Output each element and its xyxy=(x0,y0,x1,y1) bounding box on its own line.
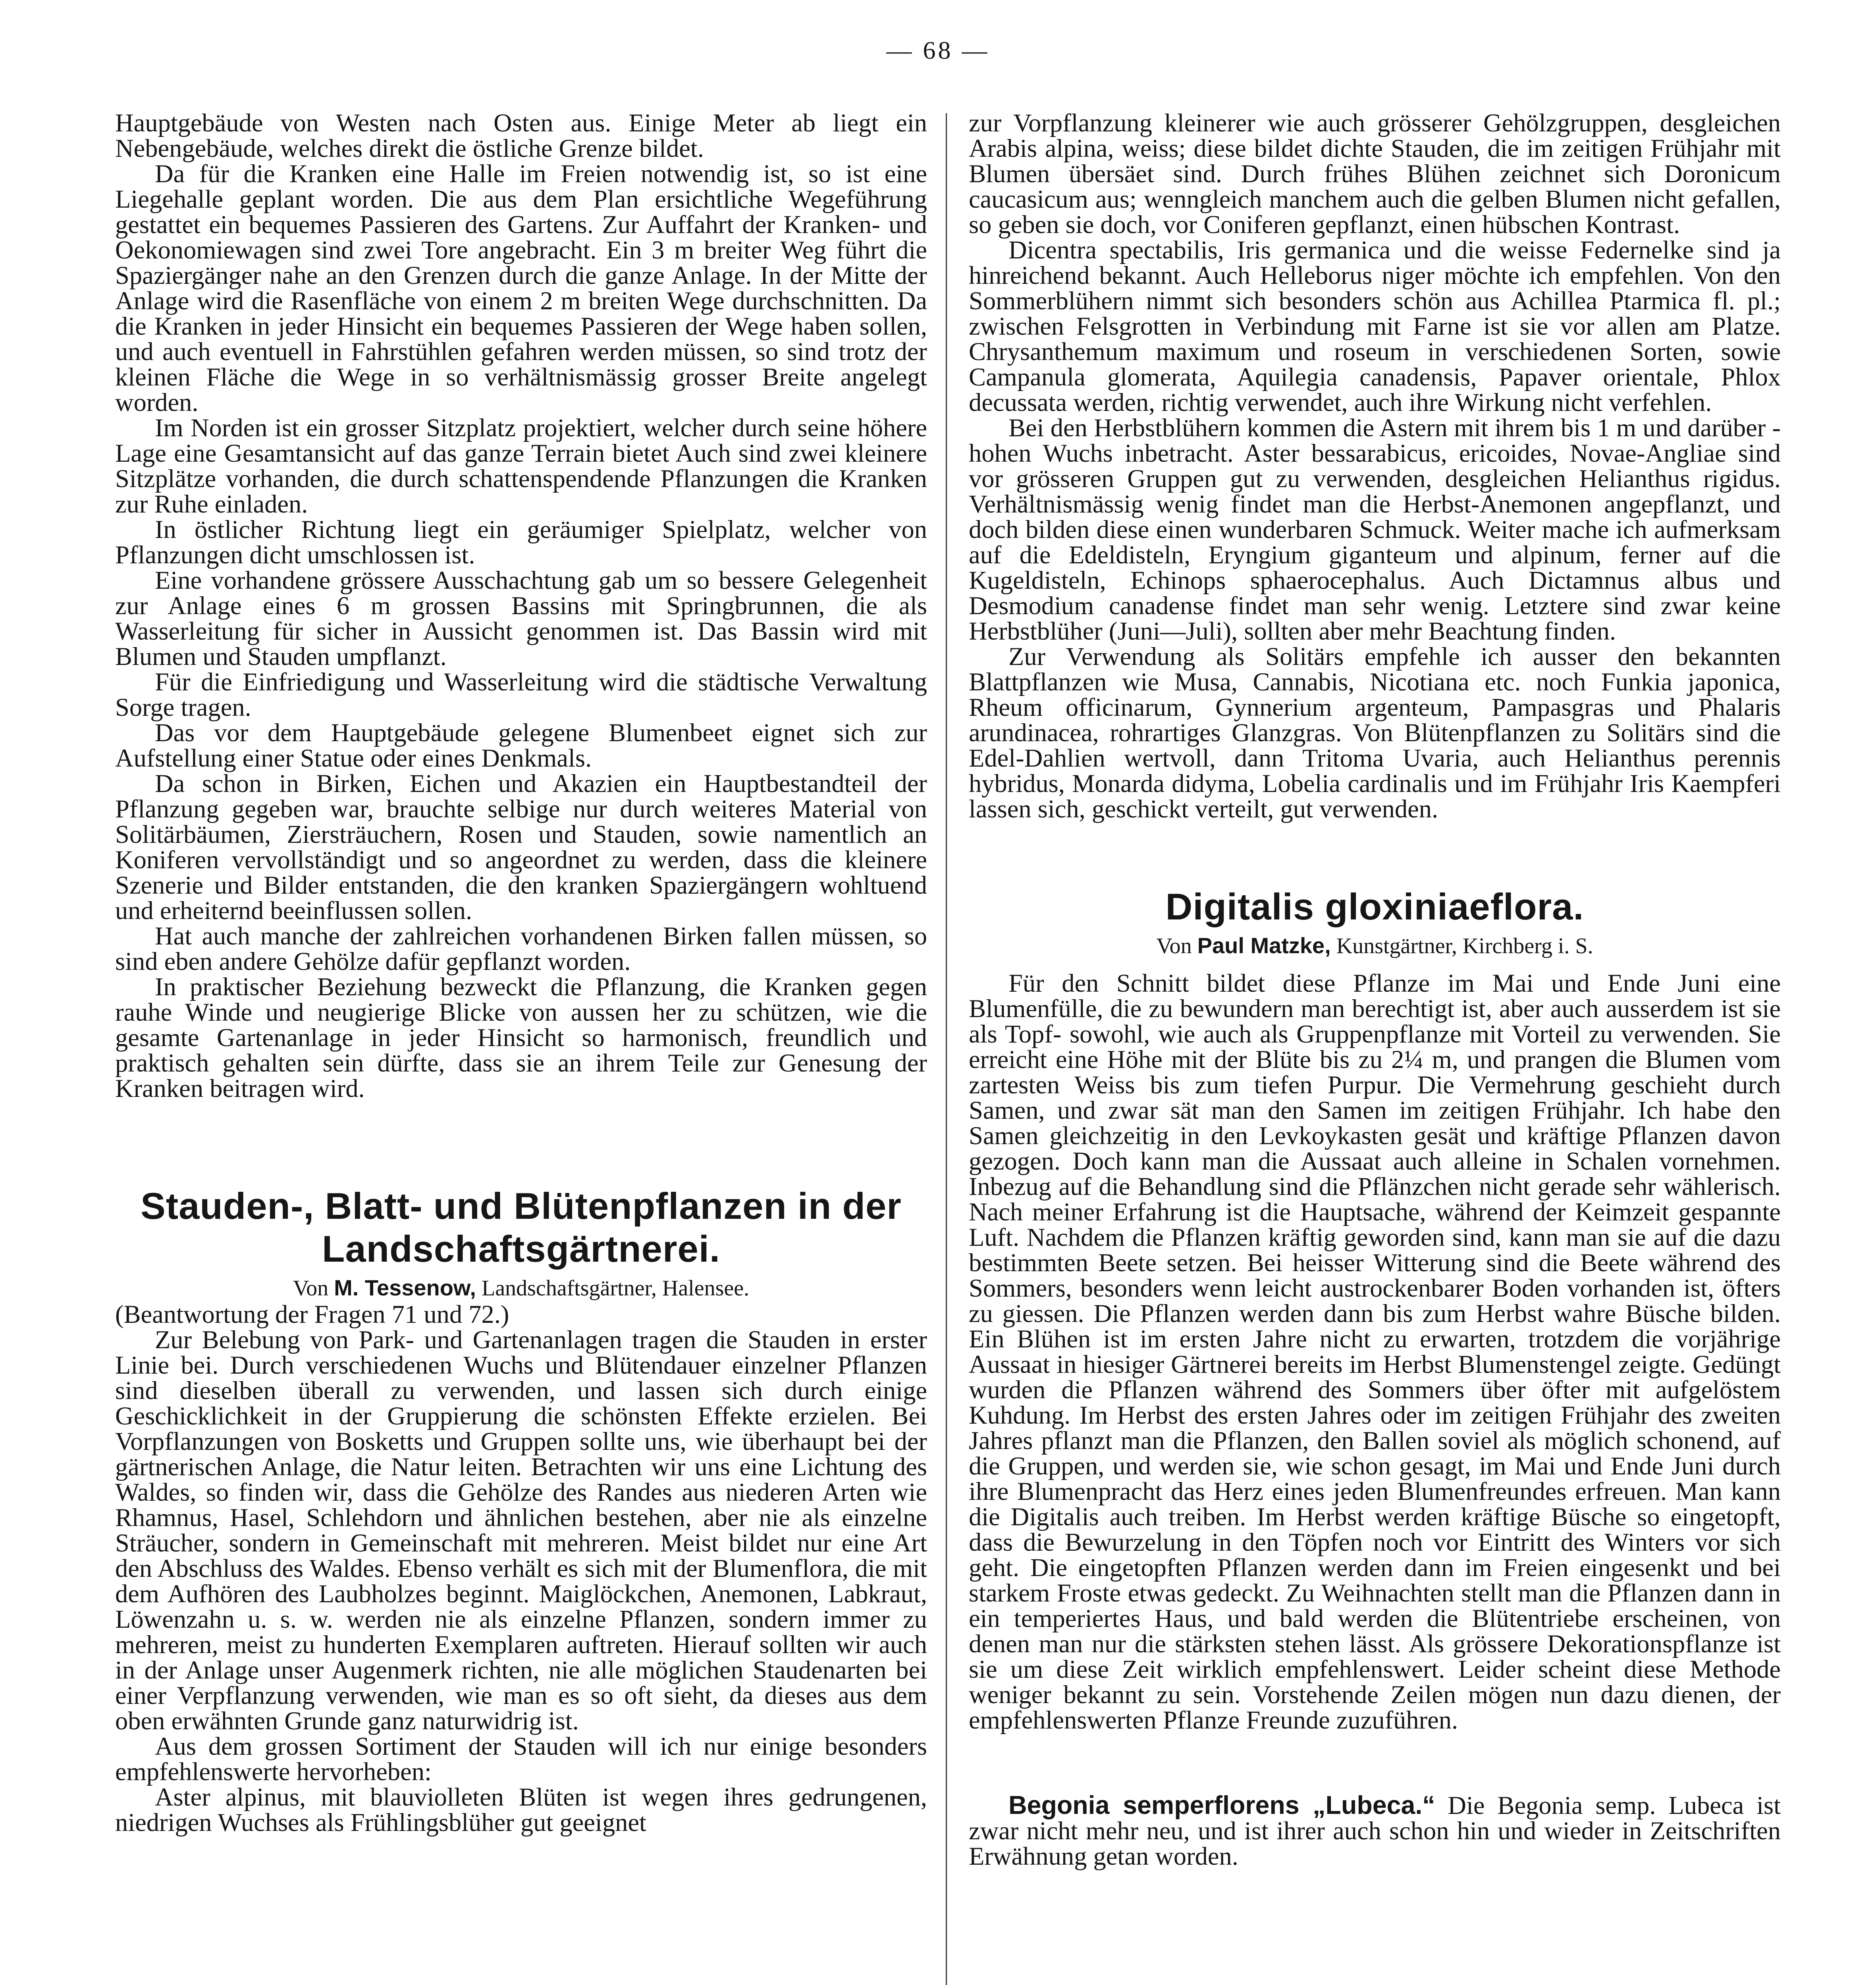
paragraph: Da schon in Birken, Eichen und Akazien ein Hauptbestandteil der Pflanzung gegeben war, brauchte selbige nur durch weiteres Material von Solitärbäumen, Ziersträuchern, Rosen und Stauden, sowie namentlich an Koniferen vervollständigt und so angeordnet zu werden, dass die kleinere Szenerie und Bilder entstanden, die den kranken Spaziergängern wohltuend und erheiternd beeinflussen sollen. xyxy=(115,769,927,925)
paragraph: Im Norden ist ein grosser Sitzplatz projektiert, welcher durch seine höhere Lage eine Gesamtansicht auf das ganze Terrain bietet Auch sind zwei kleinere Sitzplätze vorhanden, die durch schattenspendende Pflanzungen die Kranken zur Ruhe einladen. xyxy=(115,414,927,518)
begonia-lead: Begonia semperflorens „Lubeca.“ xyxy=(1008,1791,1435,1819)
article-title-digitalis: Digitalis gloxiniaeflora. xyxy=(1165,886,1584,927)
author-name: Paul Matzke, xyxy=(1197,933,1331,958)
author-name: M. Tessenow, xyxy=(334,1275,476,1300)
paragraph: Eine vorhandene grössere Ausschachtung gab um so bessere Gelegenheit zur Anlage eines 6 m grossen Bassins mit Springbrunnen, die als Wasserleitung für sicher in Aussicht genommen ist. Das Bassin wird mit Blumen und Stauden umpflanzt. xyxy=(115,566,927,671)
paragraph: Für den Schnitt bildet diese Pflanze im Mai und Ende Juni eine Blumenfülle, die zu bewundern man berechtigt ist, aber auch ausserdem ist sie als Topf- sowohl, wie auch als Gruppenpflanze mit Vorteil zu verwenden. Sie erreicht eine Höhe mit der Blüte bis zu 2¼ m, und prangen die Blumen vom zartesten Weiss bis zum tiefen Purpur. Die Vermehrung geschieht durch Samen, und zwar sät man den Samen im zeitigen Frühjahr. Ich habe den Samen gleichzeitig in den Levkoykasten gesät und kräftige Pflanzen davon gezogen. Doch kann man die Aussaat auch alleine in Schalen vornehmen. Inbezug auf die Behandlung sind die Pflänzchen nicht gerade sehr wählerisch. Nach meiner Erfahrung ist die Hauptsache, während der Keimzeit gespannte Luft. Nachdem die Pflanzen kräftig geworden sind, kann man sie auf die dazu bestimmten Beete setzen. Bei heisser Witterung sind die Beete während des Sommers, besonders wenn leicht austrockenbarer Boden vorhanden ist, öfters zu giessen. Die Pflanzen werden dann bis zum Herbst wahre Büsche bilden. Ein Blühen ist im ersten Jahre nicht zu erwarten, trotzdem die vorjährige Aussaat in hiesiger Gärtnerei bereits im Herbst Blumenstengel zeigte. Gedüngt wurden die Pflanzen während des Sommers über öfter mit aufgelöstem Kuhdung. Im Herbst des ersten Jahres oder im zeitigen Frühjahr des zweiten Jahres pflanzt man die Pflanzen, den Ballen soviel als möglich schonend, auf die Gruppen, und werden sie, wie schon gesagt, im Mai und Ende Juni durch ihre Blumenpracht das Herz eines jeden Blumenfreundes erfreuen. Man kann die Digitalis auch treiben. Im Herbst werden kräftige Büsche so eingetopft, dass die Bewurzelung in den Töpfen noch vor Eintritt des Winters vor sich geht. Die eingetopften Pflanzen werden dann im Freien eingesenkt und bei starkem Froste etwas gedeckt. Zu Weihnachten stellt man die Pflanzen dann in ein temperiertes Haus, und bald werden die Blütentriebe erscheinen, von denen man nur die stärksten stehen lässt. Als grössere Dekorationspflanze ist sie um diese Zeit wirklich empfehlenswert. Leider scheint diese Methode weniger bekannt zu sein. Vorstehende Zeilen mögen nun dazu dienen, der empfehlenswerten Pflanze Freunde zuzuführen. xyxy=(969,969,1781,1734)
author-title: Landschaftsgärtner, Halensee. xyxy=(481,1276,750,1301)
paragraph: Da für die Kranken eine Halle im Freien notwendig ist, so ist eine Liegehalle geplant worden. Die aus dem Plan ersichtliche Wegeführung gestattet ein bequemes Passieren des Gartens. Zur Auffahrt der Kranken- und Oekonomiewagen sind zwei Tore angebracht. Ein 3 m breiter Weg führt die Spaziergänger nahe an den Grenzen durch die ganze Anlage. In der Mitte der Anlage wird die Rasenfläche von einem 2 m breiten Wege durchschnitten. Da die Kranken in jeder Hinsicht ein bequemes Passieren der Wege haben sollen, und auch eventuell in Fahrstühlen gefahren werden müssen, so sind trotz der kleinen Fläche die Wege in so verhältnismässig grosser Breite angelegt worden. xyxy=(115,160,927,416)
page-number: — 68 — xyxy=(886,36,990,64)
paragraph: Hauptgebäude von Westen nach Osten aus. Einige Meter ab liegt ein Nebengebäude, welches direkt die östliche Grenze bildet. xyxy=(115,109,927,162)
begonia-text: Die Begonia semp. Lubeca ist zwar nicht mehr neu, und ist ihrer auch schon hin und wieder in Zeitschriften Erwähnung getan worden. xyxy=(969,1791,1781,1870)
article-note: (Beantwortung der Fragen 71 und 72.) xyxy=(115,1300,509,1328)
paragraph: Dicentra spectabilis, Iris germanica und die weisse Federnelke sind ja hinreichend bekannt. Auch Helleborus niger möchte ich empfehlen. Von den Sommerblühern nimmt sich besonders schön aus Achillea Ptarmica fl. pl.; zwischen Felsgrotten in Verbindung mit Farne ist sie vor allen am Platze. Chrysanthemum maximum und roseum in verschiedenen Sorten, sowie Campanula glomerata, Aquilegia canadensis, Papaver orientale, Phlox decussata werden, richtig verwendet, auch ihre Wirkung nicht verfehlen. xyxy=(969,236,1781,416)
article-title-stauden: Stauden-, Blatt- und Blütenpflanzen in der Landschaftsgärtnerei. xyxy=(141,1185,902,1270)
byline-matzke xyxy=(969,932,1781,960)
paragraph: Für die Einfriedigung und Wasserleitung wird die städtische Verwaltung Sorge tragen. xyxy=(115,668,927,721)
byline-prefix: Von xyxy=(1156,934,1192,958)
left-column xyxy=(115,110,927,1835)
paragraph: In östlicher Richtung liegt ein geräumiger Spielplatz, welcher von Pflanzungen dicht umschlossen ist. xyxy=(115,515,927,569)
begonia-paragraph xyxy=(969,1792,1781,1869)
paragraph: Hat auch manche der zahlreichen vorhandenen Birken fallen müssen, so sind eben andere Gehölze dafür gepflanzt worden. xyxy=(115,922,927,975)
byline-tessenow xyxy=(115,1274,927,1302)
paragraph: zur Vorpflanzung kleinerer wie auch grösserer Gehölzgruppen, desgleichen Arabis alpina, weiss; diese bildet dichte Stauden, die im zeitigen Frühjahr mit Blumen übersäet sind. Durch frühes Blühen zeichnet sich Doronicum caucasicum aus; wenngleich manchem auch die gelben Blumen nicht gefallen, so geben sie doch, vor Coniferen gepflanzt, einen hübschen Kontrast. xyxy=(969,109,1781,239)
column-divider xyxy=(946,113,947,1985)
paragraph: Zur Verwendung als Solitärs empfehle ich ausser den bekannten Blattpflanzen wie Musa, Cannabis, Nicotiana etc. noch Funkia japonica, Rheum officinarum, Gynnerium argenteum, Pampasgras und Phalaris arundinacea, rohrartiges Glanzgras. Von Blütenpflanzen zu Solitärs sind die Edel-Dahlien wertvoll, dann Tritoma Uvaria, auch Helianthus perennis hybridus, Monarda didyma, Lobelia cardinalis und im Frühjahr Iris Kaempferi lassen sich, geschickt verteilt, gut verwenden. xyxy=(969,642,1781,823)
paragraph: In praktischer Beziehung bezweckt die Pflanzung, die Kranken gegen rauhe Winde und neugierige Blicke von aussen her zu schützen, wie die gesamte Gartenanlage in jeder Hinsicht so harmonisch, freundlich und praktisch gehalten sein dürfte, dass sie an ihrem Teile zur Genesung der Kranken beitragen wird. xyxy=(115,973,927,1102)
paragraph: Aus dem grossen Sortiment der Stauden will ich nur einige besonders empfehlenswerte hervorheben: xyxy=(115,1732,927,1786)
right-column xyxy=(969,110,1781,1869)
paragraph: Aster alpinus, mit blauviolleten Blüten ist wegen ihres gedrungenen, niedrigen Wuchses als Frühlingsblüher gut geeignet xyxy=(115,1783,927,1837)
byline-prefix: Von xyxy=(293,1276,329,1301)
paragraph: Bei den Herbstblühern kommen die Astern mit ihrem bis 1 m und darüber -hohen Wuchs inbetracht. Aster bessarabicus, ericoides, Novae-Angliae sind vor grösseren Gruppen gut zu verwenden, desgleichen Helianthus rigidus. Verhältnismässig wenig findet man die Herbst-Anemonen angepflanzt, und doch bilden diese einen wunderbaren Schmuck. Weiter mache ich aufmerksam auf die Edeldisteln, Eryngium giganteum und alpinum, ferner auf die Kugeldisteln, Echinops sphaerocephalus. Auch Dictamnus albus und Desmodium canadense findet man sehr wenig. Letztere sind zwar keine Herbstblüher (Juni—Juli), sollten aber mehr Beachtung finden. xyxy=(969,414,1781,645)
paragraph: Das vor dem Hauptgebäude gelegene Blumenbeet eignet sich zur Aufstellung einer Statue oder eines Denkmals. xyxy=(115,719,927,772)
paragraph: Zur Belebung von Park- und Gartenanlagen tragen die Stauden in erster Linie bei. Durch verschiedenen Wuchs und Blütendauer einzelner Pflanzen sind dieselben überall zu verwenden, und lassen sich durch einige Geschicklichkeit in der Gruppierung die schönsten Effekte erzielen. Bei Vorpflanzungen von Bosketts und Gruppen sollte uns, wie überhaupt bei der gärtnerischen Anlage, die Natur leiten. Betrachten wir uns eine Lichtung des Waldes, so finden wir, dass die Gehölze des Randes aus niederen Arten wie Rhamnus, Hasel, Schlehdorn und ähnlichen bestehen, aber nie als einzelne Sträucher, sondern in Gemeinschaft mit mehreren. Meist bildet nur eine Art den Abschluss des Waldes. Ebenso verhält es sich mit der Blumenflora, die mit dem Aufhören des Laubholzes beginnt. Maiglöckchen, Anemonen, Labkraut, Löwenzahn u. s. w. werden nie als einzelne Pflanzen, sondern immer zu mehreren, meist zu hunderten Exemplaren auftreten. Hierauf sollten wir auch in der Anlage unser Augenmerk richten, nie alle möglichen Staudenarten bei einer Verpflanzung verwenden, wie man es so oft sieht, da dieses aus dem oben erwähnten Grunde ganz naturwidrig ist. xyxy=(115,1326,927,1735)
author-title: Kunstgärtner, Kirchberg i. S. xyxy=(1336,934,1593,958)
